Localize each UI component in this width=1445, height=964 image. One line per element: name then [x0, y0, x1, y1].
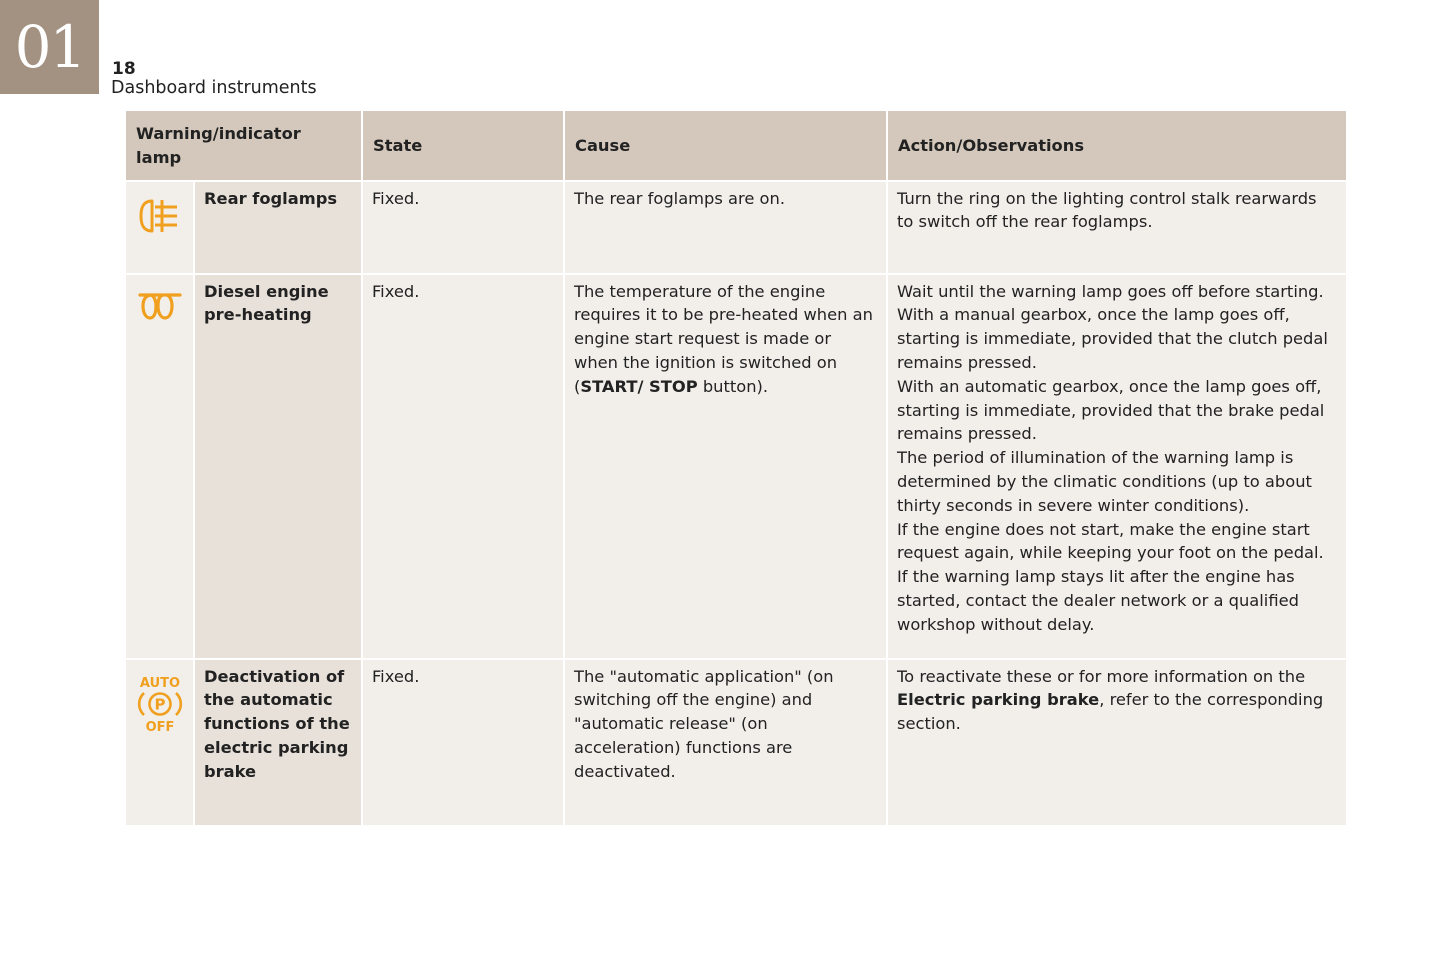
cause-text: The temperature of the engine requires it to be pre-heated when an engine start request is made or when the ignition is switched on ( — [574, 281, 873, 396]
table-header-row — [126, 111, 1346, 180]
table-row — [126, 182, 1346, 273]
section-title: Dashboard instruments — [111, 78, 317, 98]
lamp-cause: The rear foglamps are on. — [565, 182, 886, 273]
lamp-action — [888, 660, 1346, 825]
column-header-state: State — [363, 111, 563, 180]
table-row — [126, 660, 1346, 825]
lamp-action: Turn the ring on the lighting control stalk rearwards to switch off the rear foglamps. — [888, 182, 1346, 273]
lamp-name: Diesel engine pre-heating — [195, 275, 361, 658]
lamp-state: Fixed. — [363, 182, 563, 273]
warning-lamp-table — [124, 109, 1348, 827]
lamp-name: Deactivation of the automatic functions of the electric parking brake — [195, 660, 361, 825]
page-number: 18 — [112, 59, 136, 79]
icon-text-auto: AUTO — [139, 675, 180, 691]
lamp-icon-cell — [126, 182, 193, 273]
action-text-end: , refer to the corresponding section. — [897, 690, 1324, 734]
column-header-lamp: Warning/indicator lamp — [126, 111, 361, 180]
action-line: Wait until the warning lamp goes off before starting. — [897, 281, 1324, 301]
lamp-cause: The "automatic application" (on switching off the engine) and "automatic release" (on acceleration) functions are deactivated. — [565, 660, 886, 825]
column-header-action: Action/Observations — [888, 111, 1346, 180]
lamp-icon-cell — [126, 660, 193, 825]
action-line: If the warning lamp stays lit after the engine has started, contact the dealer network or a qualified workshop without delay. — [897, 567, 1299, 634]
electric-parking-brake-label: Electric parking brake — [897, 690, 1100, 710]
action-line: The period of illumination of the warning lamp is determined by the climatic conditions (up to about thirty seconds in severe winter conditions). — [897, 448, 1312, 515]
lamp-name: Rear foglamps — [195, 182, 361, 273]
rear-foglamp-icon — [138, 196, 182, 243]
lamp-icon-cell — [126, 275, 193, 658]
table-row — [126, 275, 1346, 658]
lamp-state: Fixed. — [363, 660, 563, 825]
lamp-state: Fixed. — [363, 275, 563, 658]
auto-parking-brake-off-icon — [135, 674, 185, 741]
icon-text-off: OFF — [145, 719, 174, 734]
action-text: To reactivate these or for more information on the — [897, 666, 1306, 686]
action-line: With an automatic gearbox, once the lamp goes off, starting is immediate, provided that the brake pedal remains pressed. — [897, 376, 1325, 444]
cause-text-end: button). — [697, 376, 769, 396]
start-stop-label: START/ STOP — [580, 376, 698, 396]
action-line: If the engine does not start, make the engine start request again, while keeping your foot on the pedal. — [897, 519, 1324, 563]
column-header-cause: Cause — [565, 111, 886, 180]
action-line: With a manual gearbox, once the lamp goes off, starting is immediate, provided that the clutch pedal remains pressed. — [897, 305, 1328, 372]
chapter-tab: 01 — [0, 0, 99, 94]
lamp-cause — [565, 275, 886, 658]
icon-text-p: P — [154, 695, 165, 714]
lamp-action — [888, 275, 1346, 658]
preheating-coil-icon — [137, 289, 183, 330]
